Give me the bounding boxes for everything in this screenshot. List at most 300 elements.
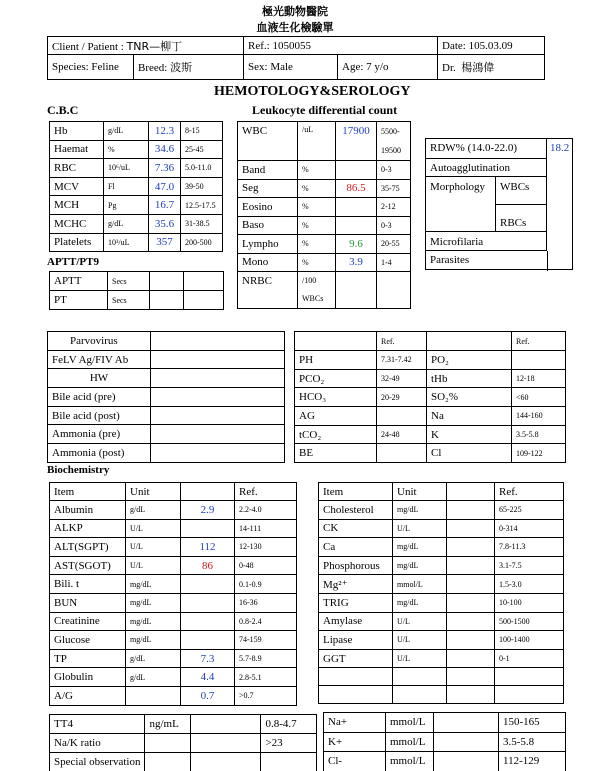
blood-gas-name-right: SO₂% [427, 388, 512, 407]
age-value: 7 y/o [366, 61, 389, 73]
serology-result [151, 406, 285, 425]
bottom-left-unit: ng/mL [145, 715, 191, 734]
serology-row [48, 369, 285, 388]
bottom-right-table [323, 712, 566, 771]
biochem-ref: 3.1-7.5 [495, 556, 564, 575]
cbc-title: C.B.C [47, 103, 79, 117]
wbc-value: 17900 [336, 122, 377, 161]
biochem-name: Cholesterol [319, 501, 393, 520]
biochem-name: BUN [50, 593, 126, 612]
bottom-right-ref: 3.5-5.8 [499, 732, 566, 752]
blood-gas-name-left: tCO₂ [295, 425, 377, 444]
blood-gas-name-right: tHb [427, 369, 512, 388]
biochem-right-row [319, 519, 564, 538]
wbc-name: WBC [238, 122, 298, 161]
nrbc-value [336, 272, 377, 309]
blood-gas-ref-right: 109-122 [512, 444, 566, 463]
cbc-name: Platelets [50, 233, 104, 252]
cbc-ref: 200-500 [181, 233, 223, 252]
nrbc-unit-2: WBCs [302, 294, 324, 303]
leukocyte-row [238, 253, 411, 272]
blood-gas-name-left: PCO₂ [295, 369, 377, 388]
cbc-row [50, 177, 223, 196]
biochem-unit: g/dL [126, 668, 181, 687]
biochem-value [447, 501, 495, 520]
cbc-row [50, 140, 223, 159]
client-label: Client / Patient : [52, 40, 124, 53]
leukocyte-name: Band [238, 161, 298, 180]
biochem-value [447, 631, 495, 650]
microfilaria-label: Microfilaria [430, 236, 484, 248]
biochem-value: 86 [181, 556, 235, 575]
coag-unit: Secs [108, 272, 150, 291]
biochem-left-table [49, 482, 297, 706]
cbc-unit: g/dL [104, 214, 149, 233]
serology-name: Ammonia (pre) [48, 425, 151, 444]
cbc-value: 357 [149, 233, 181, 252]
morphology-wbcs-label: WBCs [500, 181, 530, 193]
bottom-left-value [191, 715, 261, 734]
bottom-right-row [324, 752, 566, 771]
biochem-value [447, 649, 495, 668]
leukocyte-name: Mono [238, 253, 298, 272]
leukocyte-value: 9.6 [336, 235, 377, 254]
date-value: 105.03.09 [468, 39, 513, 52]
leukocyte-unit: % [298, 216, 336, 235]
biochem-right-row [319, 612, 564, 631]
biochem-left-unit-header: Unit [126, 483, 181, 501]
biochem-value: 4.4 [181, 668, 235, 687]
bottom-left-ref: >23 [261, 734, 317, 753]
leukocyte-row [238, 235, 411, 254]
biochem-left-ref-header: Ref. [235, 483, 297, 501]
biochem-ref: 2.2-4.0 [235, 501, 297, 520]
cbc-name: Hb [50, 122, 104, 141]
biochem-ref: 0-1 [495, 649, 564, 668]
coag-ref [184, 291, 224, 310]
biochem-name: Ca [319, 538, 393, 557]
biochem-ref: 0.1-0.9 [235, 575, 297, 594]
client-cell [48, 37, 244, 55]
blood-gas-ref-left: 32-49 [377, 369, 427, 388]
biochem-name: GGT [319, 649, 393, 668]
biochem-ref: 100-1400 [495, 631, 564, 650]
biochem-unit [126, 686, 181, 705]
doctor-label: Dr. [442, 62, 456, 74]
patient-info-table [47, 36, 545, 80]
biochem-value [181, 631, 235, 650]
cbc-table [49, 121, 223, 252]
biochem-unit: g/dL [126, 501, 181, 520]
serology-name: Parvovirus [48, 332, 151, 351]
wbc-ref-1: 5500- [381, 127, 400, 136]
biochem-name: Mg²⁺ [319, 575, 393, 594]
cbc-name: RBC [50, 159, 104, 178]
autoagglutination-label: Autoagglutination [430, 162, 511, 174]
serology-row [48, 388, 285, 407]
serology-row [48, 444, 285, 463]
nrbc-name: NRBC [238, 272, 298, 309]
coag-table [49, 271, 224, 310]
blood-gas-row [295, 444, 566, 463]
bottom-right-unit: mmol/L [386, 732, 434, 752]
serology-row [48, 425, 285, 444]
biochem-value [447, 519, 495, 538]
bottom-left-table [49, 714, 317, 771]
biochem-left-row [50, 575, 297, 594]
coag-ref [184, 272, 224, 291]
bottom-left-name: Special observation [50, 753, 145, 771]
biochem-name: CK [319, 519, 393, 538]
blood-gas-name-left: HCO₃ [295, 388, 377, 407]
leukocyte-ref: 2-12 [377, 198, 411, 217]
coag-title: APTT/PT9 [47, 256, 99, 268]
morphology-label: Morphology [430, 181, 485, 193]
biochem-left-row [50, 501, 297, 520]
leukocyte-name: Seg [238, 179, 298, 198]
biochem-left-row [50, 649, 297, 668]
serology-row [48, 350, 285, 369]
bottom-left-row [50, 734, 317, 753]
biochem-name: Phosphorous [319, 556, 393, 575]
client-value: TNR—柳丁 [126, 39, 183, 53]
biochem-name: Glucose [50, 631, 126, 650]
biochem-right-row [319, 556, 564, 575]
biochem-unit: mg/dL [126, 575, 181, 594]
biochem-name: A/G [50, 686, 126, 705]
date-label: Date: [442, 39, 466, 52]
biochem-right-row [319, 593, 564, 612]
bottom-left-value [191, 734, 261, 753]
biochem-right-item-header: Item [319, 483, 393, 501]
bottom-right-name: Cl- [324, 752, 386, 771]
cbc-unit: Fl [104, 177, 149, 196]
biochem-ref: 1.5-3.0 [495, 575, 564, 594]
leukocyte-table [237, 121, 411, 309]
serology-result [151, 332, 285, 351]
bottom-right-row [324, 732, 566, 752]
blood-gas-name-right: Cl [427, 444, 512, 463]
section-title: HEMOTOLOGY&SEROLOGY [214, 84, 411, 99]
cbc-row [50, 196, 223, 215]
biochem-name: Lipase [319, 631, 393, 650]
serology-name: Ammonia (post) [48, 444, 151, 463]
biochem-ref: 0-314 [495, 519, 564, 538]
cbc-ref: 25-45 [181, 140, 223, 159]
biochem-right-ref-header: Ref. [495, 483, 564, 501]
biochem-left-row [50, 668, 297, 687]
coag-name: APTT [50, 272, 108, 291]
nrbc-row [238, 272, 411, 309]
bottom-left-row [50, 715, 317, 734]
bottom-left-name: TT4 [50, 715, 145, 734]
cbc-unit: 10³/uL [104, 233, 149, 252]
biochem-ref: 74-159 [235, 631, 297, 650]
cbc-ref: 8-15 [181, 122, 223, 141]
blood-gas-ref-right: <60 [512, 388, 566, 407]
morphology-rbcs-label: RBCs [500, 217, 527, 229]
wbc-unit: /uL [298, 122, 336, 161]
biochem-ref: 0.8-2.4 [235, 612, 297, 631]
blood-gas-row [295, 407, 566, 426]
biochem-unit: mmol/L [393, 575, 447, 594]
cbc-ref: 39-50 [181, 177, 223, 196]
biochem-value [447, 538, 495, 557]
serology-name: Bile acid (pre) [48, 388, 151, 407]
biochem-right-row [319, 631, 564, 650]
biochem-value: 2.9 [181, 501, 235, 520]
bottom-right-value [434, 732, 499, 752]
biochem-left-row [50, 519, 297, 538]
biochem-left-row [50, 556, 297, 575]
biochem-ref: 10-100 [495, 593, 564, 612]
cbc-unit: g/dL [104, 122, 149, 141]
biochem-name: TRIG [319, 593, 393, 612]
leukocyte-title: Leukocyte differential count [252, 103, 398, 117]
parasites-label: Parasites [430, 254, 470, 266]
cbc-unit: % [104, 140, 149, 159]
biochem-unit: mg/dL [393, 593, 447, 612]
biochem-unit: U/L [126, 519, 181, 538]
leukocyte-value [336, 161, 377, 180]
cbc-row [50, 233, 223, 252]
leukocyte-ref: 20-55 [377, 235, 411, 254]
biochem-unit: mg/dL [393, 538, 447, 557]
biochem-left-row [50, 538, 297, 557]
leukocyte-name: Lympho [238, 235, 298, 254]
sex-cell [244, 55, 338, 80]
blood-gas-ref-left: 20-29 [377, 388, 427, 407]
biochem-unit: U/L [393, 649, 447, 668]
blood-gas-ref-right: 3.5-5.8 [512, 425, 566, 444]
cbc-row [50, 214, 223, 233]
leukocyte-unit: % [298, 235, 336, 254]
biochem-name: AST(SGOT) [50, 556, 126, 575]
biochem-value: 112 [181, 538, 235, 557]
cbc-row [50, 159, 223, 178]
biochem-unit: mg/dL [393, 501, 447, 520]
cbc-name: Haemat [50, 140, 104, 159]
blood-gas-name-left: PH [295, 351, 377, 370]
biochem-value [181, 519, 235, 538]
biochem-ref: 5.7-8.9 [235, 649, 297, 668]
rbc-morphology-box [425, 138, 573, 270]
hospital-name: 極光動物醫院 [262, 5, 328, 18]
bottom-right-unit: mmol/L [386, 752, 434, 771]
bottom-left-name: Na/K ratio [50, 734, 145, 753]
serology-row [48, 332, 285, 351]
bottom-left-row [50, 753, 317, 771]
cbc-name: MCHC [50, 214, 104, 233]
species-label: Species: [52, 61, 89, 73]
biochem-value [181, 593, 235, 612]
biochem-name: ALKP [50, 519, 126, 538]
serology-result [151, 369, 285, 388]
biochem-value [447, 575, 495, 594]
biochem-right-row [319, 649, 564, 668]
species-breed-cell [48, 55, 244, 80]
biochem-ref: >0.7 [235, 686, 297, 705]
biochem-name: Globulin [50, 668, 126, 687]
wbc-row [238, 122, 411, 161]
sex-label: Sex: [248, 61, 268, 73]
blood-gas-row [295, 351, 566, 370]
species-value: Feline [91, 61, 119, 73]
ref-label: Ref.: [248, 39, 270, 52]
blood-gas-name-left: AG [295, 407, 377, 426]
age-cell [338, 55, 438, 80]
biochem-ref: 14-111 [235, 519, 297, 538]
blood-gas-ref-left: 24-48 [377, 425, 427, 444]
leukocyte-row [238, 198, 411, 217]
serology-name: FeLV Ag/FIV Ab [48, 350, 151, 369]
biochem-left-row [50, 612, 297, 631]
blood-gas-name-left: BE [295, 444, 377, 463]
leukocyte-value [336, 216, 377, 235]
blood-gas-name-right: K [427, 425, 512, 444]
biochem-value: 7.3 [181, 649, 235, 668]
cbc-name: MCV [50, 177, 104, 196]
sex-value: Male [270, 61, 293, 73]
breed-label: Breed: [138, 62, 168, 74]
serology-result [151, 350, 285, 369]
cbc-ref: 31-38.5 [181, 214, 223, 233]
leukocyte-name: Eosino [238, 198, 298, 217]
biochem-value [447, 556, 495, 575]
biochem-unit: mg/dL [393, 556, 447, 575]
cbc-name: MCH [50, 196, 104, 215]
cbc-unit: 10⁶/uL [104, 159, 149, 178]
leukocyte-unit: % [298, 179, 336, 198]
coag-value [150, 291, 184, 310]
blood-gas-ref-left [377, 407, 427, 426]
biochem-left-item-header: Item [50, 483, 126, 501]
doctor-value: 楊鴻偉 [461, 61, 495, 74]
serology-result [151, 444, 285, 463]
coag-unit: Secs [108, 291, 150, 310]
cbc-value: 34.6 [149, 140, 181, 159]
biochem-left-row [50, 593, 297, 612]
rdw-label: RDW% (14.0-22.0) [430, 142, 518, 154]
bottom-left-value [191, 753, 261, 771]
leukocyte-unit: % [298, 253, 336, 272]
bottom-right-name: K+ [324, 732, 386, 752]
blood-gas-ref-header-right: Ref. [512, 332, 566, 351]
cbc-unit: Pg [104, 196, 149, 215]
leukocyte-row [238, 216, 411, 235]
biochem-right-row [319, 501, 564, 520]
wbc-ref-2: 19500 [381, 146, 401, 155]
biochem-right-header [319, 483, 564, 501]
date-cell [438, 37, 545, 55]
cbc-value: 47.0 [149, 177, 181, 196]
cbc-value: 35.6 [149, 214, 181, 233]
leukocyte-ref: 0-3 [377, 161, 411, 180]
nrbc-unit [298, 272, 336, 309]
blood-gas-ref-right: 144-160 [512, 407, 566, 426]
cbc-value: 16.7 [149, 196, 181, 215]
blood-gas-ref-right [512, 351, 566, 370]
nrbc-unit-1: /100 [302, 276, 317, 285]
report-title: 血液生化檢驗單 [256, 21, 334, 34]
wbc-ref [377, 122, 411, 161]
biochem-unit: U/L [126, 556, 181, 575]
bottom-right-unit: mmol/L [386, 713, 434, 733]
biochem-right-row [319, 575, 564, 594]
leukocyte-ref: 0-3 [377, 216, 411, 235]
biochem-ref: 65-225 [495, 501, 564, 520]
blood-gas-name-right: Na [427, 407, 512, 426]
biochem-value [447, 593, 495, 612]
leukocyte-name: Baso [238, 216, 298, 235]
cbc-ref: 12.5-17.5 [181, 196, 223, 215]
cbc-value: 7.36 [149, 159, 181, 178]
serology-row [48, 406, 285, 425]
biochem-ref: 16-36 [235, 593, 297, 612]
biochem-left-header [50, 483, 297, 501]
ref-cell [244, 37, 438, 55]
biochem-unit: U/L [126, 538, 181, 557]
cbc-row [50, 122, 223, 141]
blood-gas-ref-right: 12-18 [512, 369, 566, 388]
biochem-value: 0.7 [181, 686, 235, 705]
serology-result [151, 425, 285, 444]
rdw-value: 18.2 [550, 142, 570, 154]
biochem-ref: 12-130 [235, 538, 297, 557]
biochem-unit: U/L [393, 612, 447, 631]
bottom-left-ref: 0.8-4.7 [261, 715, 317, 734]
serology-name: HW [48, 369, 151, 388]
blood-gas-ref-left: 7.31-7.42 [377, 351, 427, 370]
leukocyte-unit: % [298, 161, 336, 180]
blood-gas-name-right: PO₂ [427, 351, 512, 370]
biochem-name: Albumin [50, 501, 126, 520]
bottom-right-row [324, 713, 566, 733]
biochem-name: Creatinine [50, 612, 126, 631]
biochem-unit: mg/dL [126, 631, 181, 650]
biochem-unit: U/L [393, 631, 447, 650]
cbc-ref: 5.0-11.0 [181, 159, 223, 178]
doctor-cell [438, 55, 545, 80]
bottom-right-name: Na+ [324, 713, 386, 733]
biochem-left-row [50, 631, 297, 650]
bottom-right-value [434, 752, 499, 771]
biochem-right-table [318, 482, 564, 704]
bottom-left-unit [145, 734, 191, 753]
blood-gas-ref-left [377, 444, 427, 463]
cbc-value: 12.3 [149, 122, 181, 141]
leukocyte-ref: 1-4 [377, 253, 411, 272]
biochem-value [181, 575, 235, 594]
bottom-right-ref: 150-165 [499, 713, 566, 733]
coag-name: PT [50, 291, 108, 310]
blood-gas-row [295, 425, 566, 444]
biochem-unit: U/L [393, 519, 447, 538]
leukocyte-value [336, 198, 377, 217]
blood-gas-header-row [295, 332, 566, 351]
blood-gas-ref-header-left: Ref. [377, 332, 427, 351]
blood-gas-row [295, 369, 566, 388]
age-label: Age: [342, 61, 364, 73]
biochem-unit: mg/dL [126, 593, 181, 612]
biochem-name: Amylase [319, 612, 393, 631]
biochem-ref: 500-1500 [495, 612, 564, 631]
serology-name: Bile acid (post) [48, 406, 151, 425]
biochem-value [181, 612, 235, 631]
bottom-left-ref [261, 753, 317, 771]
leukocyte-ref: 35-75 [377, 179, 411, 198]
bottom-left-unit [145, 753, 191, 771]
